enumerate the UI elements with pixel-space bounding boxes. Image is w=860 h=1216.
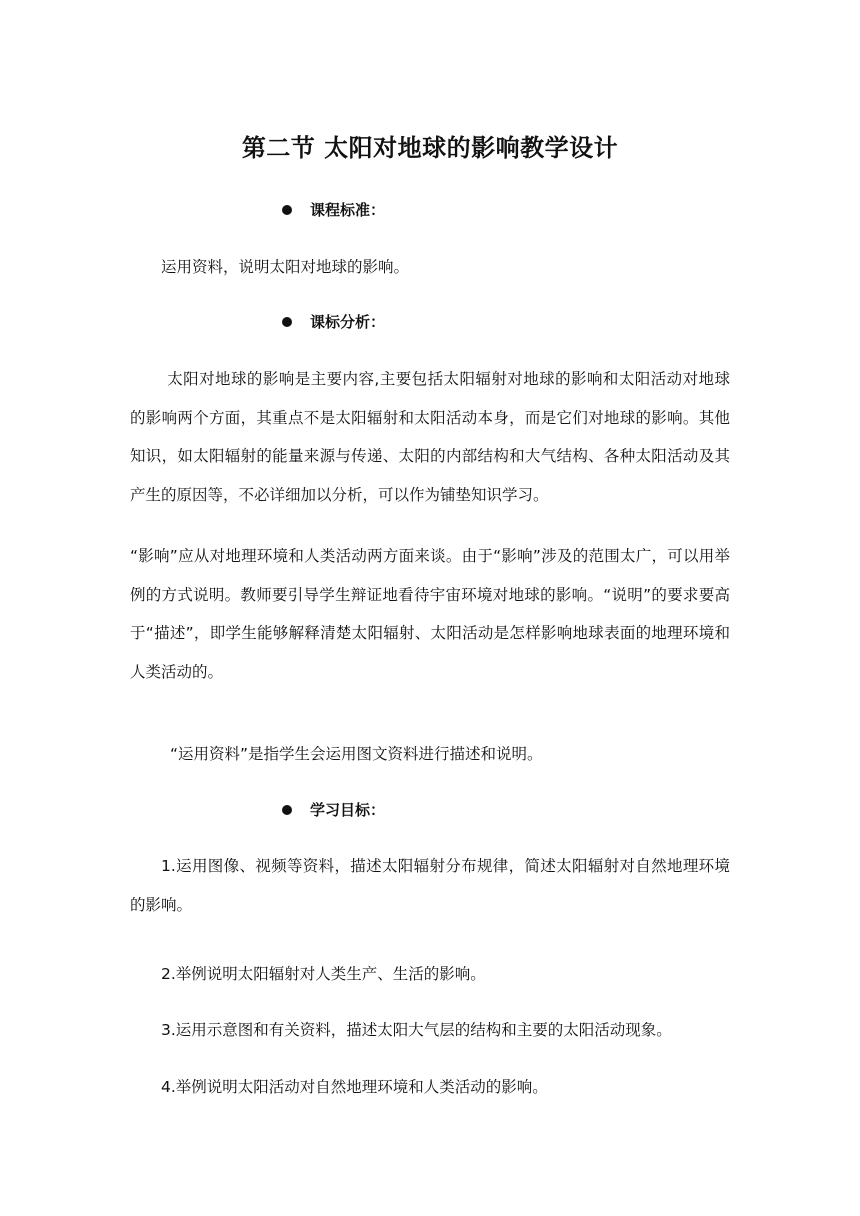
section-heading-label: 学习目标： bbox=[310, 801, 386, 819]
standard-text: 运用资料，说明太阳对地球的影响。 bbox=[161, 258, 410, 276]
objective-item: 3.运用示意图和有关资料，描述太阳大气层的结构和主要的太阳活动现象。 bbox=[161, 1021, 672, 1039]
objective-item: 4.举例说明太阳活动对自然地理环境和人类活动的影响。 bbox=[161, 1078, 548, 1096]
objective-item: 1.运用图像、视频等资料，描述太阳辐射分布规律，简述太阳辐射对自然地理环境的影响。 bbox=[130, 857, 730, 914]
analysis-paragraph-1: 太阳对地球的影响是主要内容,主要包括太阳辐射对地球的影响和太阳活动对地球的影响两个方面，其重点不是太阳辐射和太阳活动本身，而是它们对地球的影响。其他知识，如太阳辐射的能量来源与传递、太阳的内部结构和大气结构、各种太阳活动及其产生的原因等，不必详细加以分析，可以作为铺垫知识学习。 bbox=[130, 370, 730, 504]
section-heading-objectives bbox=[282, 798, 385, 822]
section-heading-label: 课程标准： bbox=[310, 201, 386, 219]
document-title: 第二节 太阳对地球的影响教学设计 bbox=[241, 134, 619, 162]
objective-item: 2.举例说明太阳辐射对人类生产、生活的影响。 bbox=[161, 965, 486, 983]
analysis-paragraph-2: “影响”应从对地理环境和人类活动两方面来谈。由于“影响”涉及的范围太广，可以用举例的方式说明。教师要引导学生辩证地看待宇宙环境对地球的影响。“说明”的要求要高于“描述”，即学生能够解释清楚太阳辐射、太阳活动是怎样影响地球表面的地理环境和人类活动的。 bbox=[130, 547, 730, 681]
bullet-icon bbox=[282, 205, 292, 215]
bullet-icon bbox=[282, 805, 292, 815]
bullet-icon bbox=[282, 317, 292, 327]
section-heading-label: 课标分析： bbox=[310, 313, 386, 331]
section-heading-analysis bbox=[282, 310, 385, 334]
analysis-paragraph-3: “运用资料”是指学生会运用图文资料进行描述和说明。 bbox=[170, 745, 543, 763]
section-heading-standard bbox=[282, 198, 385, 222]
